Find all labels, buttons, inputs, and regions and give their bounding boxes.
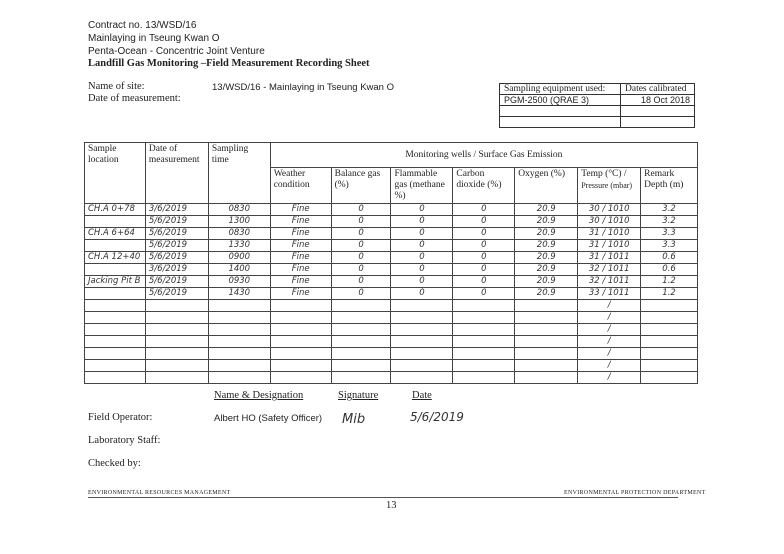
cell-date: 3/6/2019 bbox=[145, 264, 208, 276]
col-weather: Weather condition bbox=[270, 168, 331, 204]
measurement-table bbox=[84, 142, 698, 384]
cell-bal bbox=[331, 324, 391, 336]
cell-time: 1300 bbox=[208, 216, 270, 228]
cell-o2: 20.9 bbox=[515, 240, 578, 252]
cell-temp: / bbox=[578, 348, 641, 360]
cell-date bbox=[145, 348, 208, 360]
cell-date bbox=[145, 372, 208, 384]
cell-bal: 0 bbox=[331, 228, 391, 240]
cell-loc: Jacking Pit B bbox=[85, 276, 146, 288]
col-balance-gas: Balance gas (%) bbox=[331, 168, 391, 204]
cell-loc: CH.A 0+78 bbox=[85, 204, 146, 216]
cell-temp: 31 / 1010 bbox=[578, 240, 641, 252]
col-sample-location: Sample location bbox=[85, 143, 146, 204]
cell-flam: 0 bbox=[391, 216, 453, 228]
table-row bbox=[85, 228, 698, 240]
cell-o2 bbox=[515, 300, 578, 312]
footer-right: ENVIRONMENTAL PROTECTION DEPARTMENT bbox=[564, 490, 706, 496]
cell-o2 bbox=[515, 372, 578, 384]
col-sampling-time: Sampling time bbox=[208, 143, 270, 204]
cell-loc bbox=[85, 300, 146, 312]
laboratory-staff-label: Laboratory Staff: bbox=[88, 435, 161, 446]
checked-by-label: Checked by: bbox=[88, 458, 141, 469]
cell-weather: Fine bbox=[270, 288, 331, 300]
col-pressure-label: Pressure (mbar) bbox=[581, 181, 633, 190]
calibration-value: 18 Oct 2018 bbox=[621, 95, 695, 106]
cell-co2: 0 bbox=[453, 276, 515, 288]
cell-co2 bbox=[453, 348, 515, 360]
cell-flam: 0 bbox=[391, 288, 453, 300]
cell-weather bbox=[270, 372, 331, 384]
field-operator-signature: Mib bbox=[342, 412, 366, 427]
cell-depth bbox=[641, 300, 698, 312]
cell-loc bbox=[85, 312, 146, 324]
cell-loc bbox=[85, 240, 146, 252]
cell-time: 1330 bbox=[208, 240, 270, 252]
cell-flam bbox=[391, 360, 453, 372]
cell-loc bbox=[85, 264, 146, 276]
table-row bbox=[85, 324, 698, 336]
site-name-value: 13/WSD/16 - Mainlaying in Tseung Kwan O bbox=[212, 82, 394, 93]
cell-flam bbox=[391, 312, 453, 324]
contract-number: Contract no. 13/WSD/16 bbox=[88, 20, 197, 31]
cell-date: 5/6/2019 bbox=[145, 228, 208, 240]
col-remark-depth: Remark Depth (m) bbox=[641, 168, 698, 204]
cell-bal: 0 bbox=[331, 240, 391, 252]
col-carbon-dioxide: Carbon dioxide (%) bbox=[453, 168, 515, 204]
cell-o2 bbox=[515, 336, 578, 348]
cell-bal bbox=[331, 312, 391, 324]
field-operator-label: Field Operator: bbox=[88, 412, 153, 423]
cell-flam: 0 bbox=[391, 204, 453, 216]
cell-date bbox=[145, 324, 208, 336]
cell-depth bbox=[641, 348, 698, 360]
cell-time bbox=[208, 300, 270, 312]
table-row bbox=[85, 216, 698, 228]
field-operator-date: 5/6/2019 bbox=[410, 410, 464, 424]
cell-flam bbox=[391, 372, 453, 384]
cell-flam: 0 bbox=[391, 276, 453, 288]
cell-temp: / bbox=[578, 324, 641, 336]
contractor-name: Penta-Ocean - Concentric Joint Venture bbox=[88, 46, 265, 57]
cell-date bbox=[145, 312, 208, 324]
cell-loc: CH.A 12+40 bbox=[85, 252, 146, 264]
cell-weather bbox=[270, 336, 331, 348]
cell-flam bbox=[391, 300, 453, 312]
field-operator-name: Albert HO (Safety Officer) bbox=[214, 413, 323, 424]
table-row bbox=[85, 348, 698, 360]
cell-temp: 32 / 1011 bbox=[578, 264, 641, 276]
cell-bal: 0 bbox=[331, 264, 391, 276]
cell-temp: / bbox=[578, 372, 641, 384]
cell-depth bbox=[641, 324, 698, 336]
col-oxygen: Oxygen (%) bbox=[515, 168, 578, 204]
cell-depth: 3.2 bbox=[641, 204, 698, 216]
col-group-monitoring: Monitoring wells / Surface Gas Emission bbox=[270, 143, 697, 168]
cell-date: 5/6/2019 bbox=[145, 216, 208, 228]
cell-co2: 0 bbox=[453, 228, 515, 240]
cell-o2: 20.9 bbox=[515, 252, 578, 264]
cell-o2 bbox=[515, 360, 578, 372]
cell-o2 bbox=[515, 348, 578, 360]
cell-temp: / bbox=[578, 312, 641, 324]
cell-co2 bbox=[453, 300, 515, 312]
cell-loc bbox=[85, 324, 146, 336]
signature-header: Signature bbox=[338, 390, 379, 401]
date-of-measurement-label: Date of measurement: bbox=[88, 93, 181, 104]
cell-date bbox=[145, 300, 208, 312]
cell-co2: 0 bbox=[453, 204, 515, 216]
site-name-label: Name of site: bbox=[88, 81, 145, 92]
cell-o2: 20.9 bbox=[515, 228, 578, 240]
cell-date: 5/6/2019 bbox=[145, 276, 208, 288]
cell-loc: CH.A 6+64 bbox=[85, 228, 146, 240]
cell-temp: / bbox=[578, 300, 641, 312]
cell-co2 bbox=[453, 312, 515, 324]
cell-time bbox=[208, 336, 270, 348]
cell-weather bbox=[270, 300, 331, 312]
cell-temp: 31 / 1010 bbox=[578, 228, 641, 240]
cell-bal: 0 bbox=[331, 252, 391, 264]
cell-co2 bbox=[453, 336, 515, 348]
equipment-table bbox=[499, 83, 695, 128]
table-row bbox=[85, 240, 698, 252]
table-row bbox=[85, 300, 698, 312]
col-flammable-gas: Flammable gas (methane %) bbox=[391, 168, 453, 204]
cell-weather bbox=[270, 312, 331, 324]
cell-o2: 20.9 bbox=[515, 264, 578, 276]
cell-co2 bbox=[453, 324, 515, 336]
cell-time: 0830 bbox=[208, 204, 270, 216]
cell-time: 0830 bbox=[208, 228, 270, 240]
table-row bbox=[85, 264, 698, 276]
footer-divider bbox=[88, 497, 678, 498]
cell-time: 0930 bbox=[208, 276, 270, 288]
cell-loc bbox=[85, 372, 146, 384]
equipment-value: PGM-2500 (QRAE 3) bbox=[500, 95, 621, 106]
page-number: 13 bbox=[386, 500, 397, 511]
name-designation-header: Name & Designation bbox=[214, 390, 304, 401]
cell-loc bbox=[85, 348, 146, 360]
cell-depth: 3.3 bbox=[641, 228, 698, 240]
cell-date: 3/6/2019 bbox=[145, 204, 208, 216]
cell-bal: 0 bbox=[331, 288, 391, 300]
cell-time: 1400 bbox=[208, 264, 270, 276]
cell-loc bbox=[85, 336, 146, 348]
cell-bal: 0 bbox=[331, 204, 391, 216]
cell-date: 5/6/2019 bbox=[145, 288, 208, 300]
cell-bal bbox=[331, 348, 391, 360]
cell-bal: 0 bbox=[331, 216, 391, 228]
cell-depth: 3.3 bbox=[641, 240, 698, 252]
cell-date: 5/6/2019 bbox=[145, 240, 208, 252]
cell-bal bbox=[331, 336, 391, 348]
cell-o2: 20.9 bbox=[515, 204, 578, 216]
table-row bbox=[85, 312, 698, 324]
table-row bbox=[85, 360, 698, 372]
cell-date bbox=[145, 336, 208, 348]
cell-bal bbox=[331, 372, 391, 384]
cell-time bbox=[208, 372, 270, 384]
cell-temp: 32 / 1011 bbox=[578, 276, 641, 288]
table-row bbox=[85, 372, 698, 384]
cell-o2: 20.9 bbox=[515, 288, 578, 300]
cell-weather: Fine bbox=[270, 228, 331, 240]
cell-weather: Fine bbox=[270, 276, 331, 288]
cell-time bbox=[208, 324, 270, 336]
cell-time bbox=[208, 360, 270, 372]
cell-depth bbox=[641, 372, 698, 384]
col-temp-label: Temp (°C) / bbox=[581, 169, 627, 179]
cell-temp: / bbox=[578, 336, 641, 348]
cell-temp: / bbox=[578, 360, 641, 372]
cell-temp: 31 / 1011 bbox=[578, 252, 641, 264]
cell-loc bbox=[85, 288, 146, 300]
cell-o2 bbox=[515, 324, 578, 336]
cell-temp: 30 / 1010 bbox=[578, 204, 641, 216]
cell-bal: 0 bbox=[331, 276, 391, 288]
cell-temp: 30 / 1010 bbox=[578, 216, 641, 228]
cell-depth bbox=[641, 312, 698, 324]
cell-co2: 0 bbox=[453, 264, 515, 276]
cell-loc bbox=[85, 216, 146, 228]
cell-date bbox=[145, 360, 208, 372]
cell-depth: 0.6 bbox=[641, 264, 698, 276]
cell-temp: 33 / 1011 bbox=[578, 288, 641, 300]
cell-time bbox=[208, 348, 270, 360]
cell-flam bbox=[391, 324, 453, 336]
table-row bbox=[85, 204, 698, 216]
cell-time bbox=[208, 312, 270, 324]
cell-weather: Fine bbox=[270, 264, 331, 276]
cell-co2: 0 bbox=[453, 216, 515, 228]
cell-depth: 1.2 bbox=[641, 276, 698, 288]
cell-co2: 0 bbox=[453, 252, 515, 264]
cell-flam bbox=[391, 348, 453, 360]
cell-weather: Fine bbox=[270, 240, 331, 252]
project-name: Mainlaying in Tseung Kwan O bbox=[88, 33, 220, 44]
cell-weather bbox=[270, 360, 331, 372]
cell-bal bbox=[331, 300, 391, 312]
cell-loc bbox=[85, 360, 146, 372]
cell-co2 bbox=[453, 372, 515, 384]
cell-flam: 0 bbox=[391, 240, 453, 252]
sheet-title: Landfill Gas Monitoring –Field Measurement Recording Sheet bbox=[88, 58, 370, 69]
equipment-header: Sampling equipment used: bbox=[500, 84, 621, 95]
cell-flam: 0 bbox=[391, 264, 453, 276]
cell-flam: 0 bbox=[391, 252, 453, 264]
cell-depth bbox=[641, 360, 698, 372]
cell-weather: Fine bbox=[270, 216, 331, 228]
cell-bal bbox=[331, 360, 391, 372]
cell-flam bbox=[391, 336, 453, 348]
cell-weather bbox=[270, 348, 331, 360]
cell-o2: 20.9 bbox=[515, 216, 578, 228]
cell-depth bbox=[641, 336, 698, 348]
table-row bbox=[85, 252, 698, 264]
cell-o2 bbox=[515, 312, 578, 324]
table-row bbox=[85, 288, 698, 300]
table-row bbox=[85, 276, 698, 288]
col-date: Date of measurement bbox=[145, 143, 208, 204]
footer-left: ENVIRONMENTAL RESOURCES MANAGEMENT bbox=[88, 490, 231, 496]
cell-flam: 0 bbox=[391, 228, 453, 240]
cell-weather bbox=[270, 324, 331, 336]
cell-co2 bbox=[453, 360, 515, 372]
cell-co2: 0 bbox=[453, 240, 515, 252]
cell-date: 5/6/2019 bbox=[145, 252, 208, 264]
cell-co2: 0 bbox=[453, 288, 515, 300]
cell-depth: 0.6 bbox=[641, 252, 698, 264]
cell-time: 0900 bbox=[208, 252, 270, 264]
col-temp-pressure bbox=[578, 168, 641, 204]
table-row bbox=[85, 336, 698, 348]
cell-depth: 3.2 bbox=[641, 216, 698, 228]
cell-time: 1430 bbox=[208, 288, 270, 300]
cell-o2: 20.9 bbox=[515, 276, 578, 288]
calibration-header: Dates calibrated bbox=[621, 84, 695, 95]
cell-weather: Fine bbox=[270, 252, 331, 264]
cell-weather: Fine bbox=[270, 204, 331, 216]
date-header: Date bbox=[412, 390, 432, 401]
cell-depth: 1.2 bbox=[641, 288, 698, 300]
